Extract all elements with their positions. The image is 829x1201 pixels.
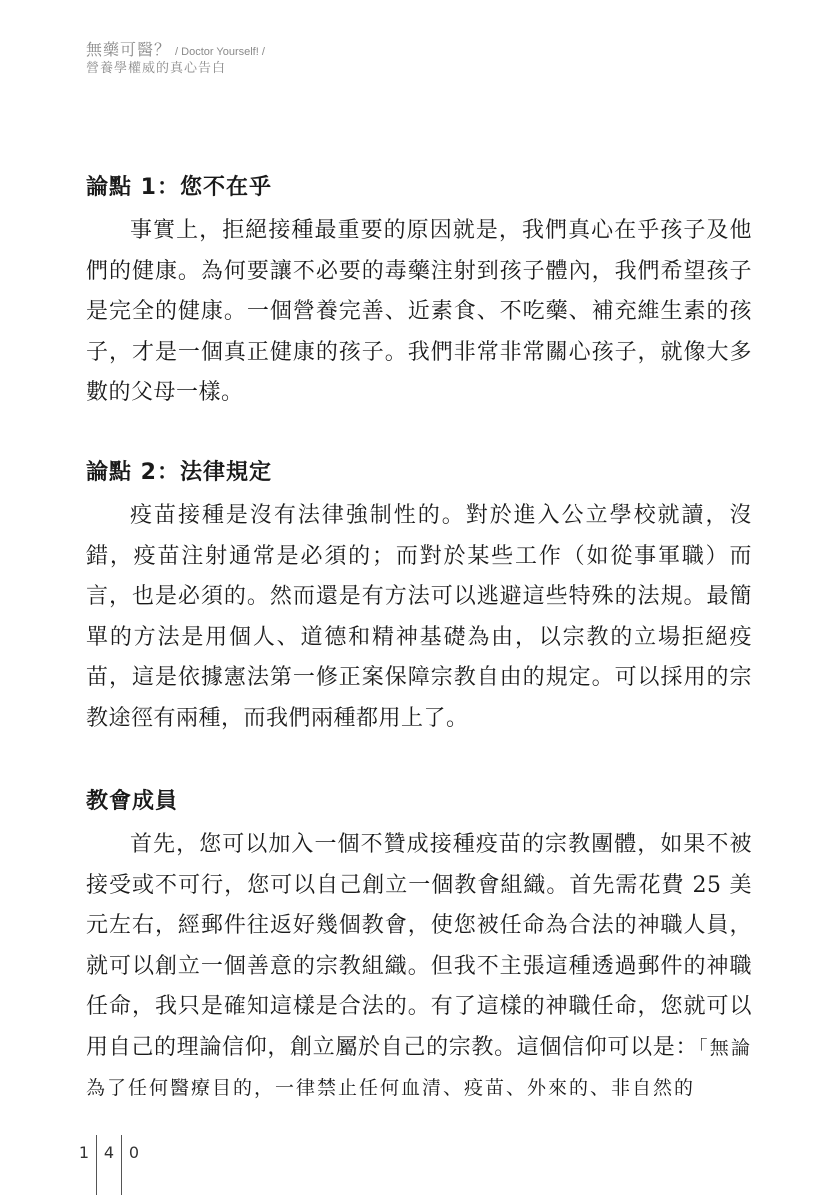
- page-number: [72, 1135, 146, 1195]
- section-paragraph: 疫苗接種是沒有法律強制性的。對於進入公立學校就讀，沒錯，疫苗注射通常是必須的；而對於某些工作（如從事軍職）而言，也是必須的。然而還是有方法可以逃避這些特殊的法規。最簡單的方法是用個人、道德和精神基礎為由，以宗教的立場拒絕疫苗，這是依據憲法第一修正案保障宗教自由的規定。可以採用的宗教途徑有兩種，而我們兩種都用上了。: [86, 503, 752, 731]
- book-title: 無藥可醫？: [86, 40, 172, 59]
- book-subtitle: 營養學權威的真心告白: [86, 61, 227, 77]
- section-church-membership: [86, 784, 752, 1109]
- section-heading: 論點 2：法律規定: [86, 460, 272, 485]
- running-head: [86, 40, 265, 77]
- paragraph-text: 首先，您可以加入一個不贊成接種疫苗的宗教團體，如果不被接受或不可行，您可以自己創立一個教會組織。首先需花費 25 美元左右，經郵件往返好幾個教會，使您被任命為合法的神職人員，就可以創立一個善意的宗教組織。但我不主張這種透過郵件的神職任命，我只是確知這樣是合法的。有了這樣的神職任命，您就可以用自己的理論信仰，創立屬於自己的宗教。這個信仰可以是：: [86, 832, 752, 1060]
- quoted-belief: 「無論為了任何醫療目的，一律禁止任何血清、疫苗、外來的、非自然的: [86, 1036, 752, 1099]
- section-paragraph: 事實上，拒絕接種最重要的原因就是，我們真心在乎孩子及他們的健康。為何要讓不必要的毒藥注射到孩子體內，我們希望孩子是完全的健康。一個營養完善、近素食、不吃藥、補充維生素的孩子，才是一個真正健康的孩子。我們非常非常關心孩子，就像大多數的父母一樣。: [86, 218, 752, 405]
- section-paragraph: [86, 825, 752, 1109]
- book-title-english: / Doctor Yourself! /: [175, 46, 265, 58]
- page-number-digit: 1: [78, 1143, 90, 1162]
- section-heading: 教會成員: [86, 789, 179, 814]
- section-argument-1: [86, 170, 752, 414]
- section-argument-2: [86, 455, 752, 739]
- book-title-line: [86, 40, 265, 59]
- section-heading: 論點 1：您不在乎: [86, 175, 272, 200]
- page-number-digit: 4: [103, 1143, 115, 1162]
- page-number-digit: 0: [128, 1143, 140, 1162]
